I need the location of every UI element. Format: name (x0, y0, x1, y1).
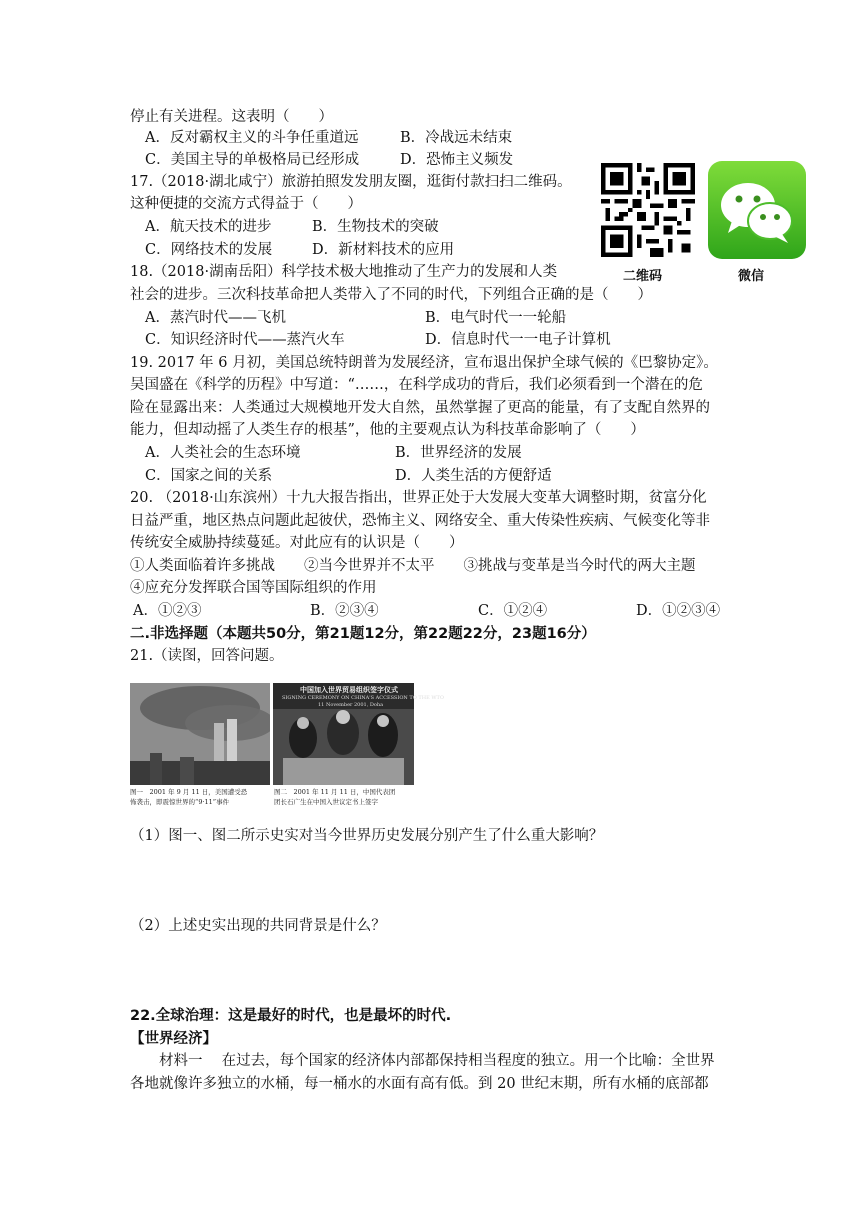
q20-stem-2: 日益严重，地区热点问题此起彼伏，恐怖主义、网络安全、重大传染性疾病、气候变化等非 (130, 513, 710, 529)
q17-option-c[interactable]: C．网络技术的发展 (145, 242, 273, 258)
q18-option-a[interactable]: A．蒸汽时代——飞机 (145, 310, 286, 326)
q19-option-d[interactable]: D．人类生活的方便舒适 (395, 468, 552, 484)
q17-stem: 17.（2018·湖北咸宁）旅游拍照发发朋友圈，逛街付款扫扫二维码。 (130, 174, 572, 190)
photo-wto-caption-2: 团长石广生在中国入世议定书上签字 (274, 798, 378, 806)
q19-stem-2: 吴国盛在《科学的历程》中写道：“……，在科学成功的背后，我们必须看到一个潜在的危 (130, 377, 703, 393)
q19-stem-3: 险在显露出来：人类通过大规模地开发大自然，虽然掌握了更高的能量，有了支配自然界的 (130, 400, 710, 416)
q17-option-d[interactable]: D．新材料技术的应用 (312, 242, 455, 258)
q19-option-c[interactable]: C．国家之间的关系 (145, 468, 273, 484)
q18-stem-2: 社会的进步。三次科技革命把人类带入了不同的时代，下列组合正确的是（ ） (130, 287, 652, 303)
q20-statements: ①人类面临着许多挑战 ②当今世界并不太平 ③挑战与变革是当今时代的两大主题 (130, 558, 696, 574)
photo-wto-date: 11 November 2001, Doha (318, 702, 384, 708)
photo-wto-caption: 图二 2001 年 11 月 11 日，中国代表团 (274, 788, 396, 796)
q16-option-b[interactable]: B．冷战远未结束 (400, 130, 513, 146)
q16-option-d[interactable]: D．恐怖主义频发 (400, 152, 514, 168)
qr-caption: 二维码 (623, 269, 663, 284)
photo-wto-title: 中国加入世界贸易组织签字仪式 (300, 685, 398, 694)
q18-option-b[interactable]: B．电气时代一一轮船 (425, 310, 567, 326)
photo-911-caption-2: 怖袭击，即震惊世界的“9·11”事件 (130, 798, 230, 806)
photo-wto-subtitle: SIGNING CEREMONY ON CHINA'S ACCESSION TO THE WTO (282, 695, 444, 701)
section-heading: 二.非选择题（本题共50分，第21题12分，第22题22分，23题16分） (130, 626, 596, 642)
q22-stem: 22.全球治理：这是最好的时代，也是最坏的时代. (130, 1008, 452, 1024)
q18-stem: 18.（2018·湖南岳阳）科学技术极大地推动了生产力的发展和人类 (130, 264, 558, 280)
q19-option-a[interactable]: A．人类社会的生态环境 (145, 445, 301, 461)
photo-911 (130, 683, 270, 785)
q19-stem-4: 能力，但却动摇了人类生存的根基”，他的主要观点认为科技革命影响了（ ） (130, 422, 645, 438)
photo-911-caption: 图一 2001 年 9 月 11 日，美国遭受恐 (130, 788, 248, 796)
q17-option-b[interactable]: B．生物技术的突破 (312, 219, 439, 235)
q20-stem: 20. （2018·山东滨州）十九大报告指出，世界正处于大发展大变革大调整时期，贫富分化 (130, 490, 707, 506)
q17-option-a[interactable]: A．航天技术的进步 (145, 219, 272, 235)
q20-option-a[interactable]: A．①②③ (133, 603, 202, 619)
q19-stem: 19. 2017 年 6 月初，美国总统特朗普为发展经济，宣布退出保护全球气候的《巴黎协定》。 (130, 355, 718, 371)
q20-option-c[interactable]: C．①②④ (478, 603, 548, 619)
q18-option-c[interactable]: C．知识经济时代——蒸汽火车 (145, 332, 345, 348)
q22-heading: 【世界经济】 (130, 1031, 217, 1047)
q20-option-d[interactable]: D．①②③④ (636, 603, 721, 619)
q21-stem: 21.（读图，回答问题。 (130, 648, 284, 664)
material-1-cont: 各地就像许多独立的水桶，每一桶水的水面有高有低。到 20 世纪末期，所有水桶的底部都 (130, 1076, 709, 1092)
q20-option-b[interactable]: B．②③④ (310, 603, 379, 619)
wechat-caption: 微信 (738, 269, 765, 284)
wechat-icon (708, 161, 806, 259)
material-1: 材料一 在过去，每个国家的经济体内部都保持相当程度的独立。用一个比喻：全世界 (159, 1053, 715, 1069)
q16-option-c[interactable]: C．美国主导的单极格局已经形成 (145, 152, 360, 168)
q16-option-a[interactable]: A．反对霸权主义的斗争任重道远 (145, 130, 359, 146)
q21-part-2: （2）上述史实出现的共同背景是什么？ (130, 918, 386, 934)
q20-stem-3: 传统安全威胁持续蔓延。对此应有的认识是（ ） (130, 535, 464, 551)
q16-stem-end: 停止有关进程。这表明（ ） (130, 109, 333, 125)
q18-option-d[interactable]: D．信息时代一一电子计算机 (425, 332, 611, 348)
q17-stem-2: 这种便捷的交流方式得益于（ ） (130, 196, 362, 212)
qr-code-icon (601, 163, 695, 257)
q20-statements-2: ④应充分发挥联合国等国际组织的作用 (130, 580, 377, 596)
q21-part-1: （1）图一、图二所示史实对当今世界历史发展分别产生了什么重大影响？ (130, 828, 604, 844)
q19-option-b[interactable]: B．世界经济的发展 (395, 445, 522, 461)
